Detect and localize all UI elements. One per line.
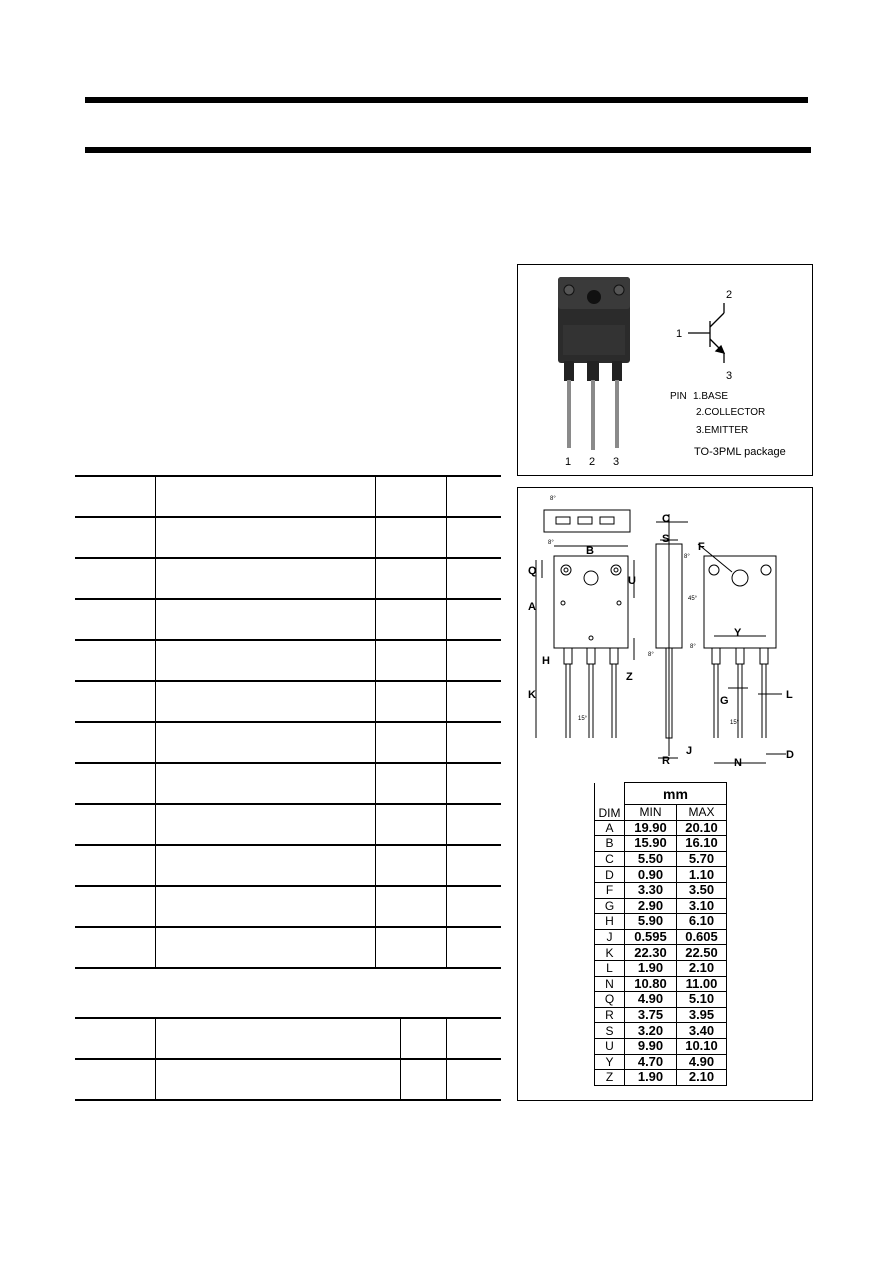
ratings-row (75, 599, 501, 640)
dims-row (595, 851, 727, 867)
dims-max: 6.10 (677, 914, 727, 930)
dims-min: 2.90 (625, 898, 677, 914)
dims-header-dim: DIM (598, 805, 621, 820)
dimension-table (594, 782, 727, 1086)
dims-dim: G (595, 898, 625, 914)
npn-symbol (688, 303, 724, 363)
header-rule-bottom (85, 147, 811, 153)
pin-list-title: PIN (670, 391, 687, 402)
dims-row (595, 867, 727, 883)
angle-label-side-lower-left: 8° (648, 652, 654, 658)
angle-label-side-lower-right: 8° (690, 644, 696, 650)
dims-min: 0.90 (625, 867, 677, 883)
dims-min: 22.30 (625, 945, 677, 961)
dim-label-b: B (586, 545, 594, 557)
characteristics-cell (446, 1018, 501, 1059)
ratings-cell (75, 763, 155, 804)
dims-min: 4.90 (625, 992, 677, 1008)
dims-row (595, 976, 727, 992)
dims-max: 11.00 (677, 976, 727, 992)
ratings-cell (446, 763, 501, 804)
dims-row (595, 914, 727, 930)
ratings-cell (375, 599, 446, 640)
dims-unit-cell (625, 783, 727, 805)
characteristics-table (75, 1017, 501, 1101)
transistor-photo (558, 277, 630, 450)
package-box (517, 264, 813, 476)
dims-row (595, 882, 727, 898)
dims-min: 10.80 (625, 976, 677, 992)
ratings-cell (375, 517, 446, 558)
ratings-row (75, 804, 501, 845)
top-view (544, 510, 630, 532)
ratings-cell (446, 804, 501, 845)
ratings-cell (155, 927, 375, 968)
ratings-cell (375, 722, 446, 763)
ratings-row (75, 722, 501, 763)
dims-dim: A (595, 820, 625, 836)
dims-max: 5.70 (677, 851, 727, 867)
angle-label-left: 8° (548, 540, 554, 546)
package-illustration (518, 265, 812, 475)
ratings-cell (75, 599, 155, 640)
dims-max: 3.95 (677, 1007, 727, 1023)
ratings-row (75, 845, 501, 886)
ratings-cell (446, 845, 501, 886)
ratings-cell (446, 927, 501, 968)
characteristics-cell (400, 1018, 446, 1059)
ratings-row (75, 517, 501, 558)
dims-row (595, 898, 727, 914)
dim-label-l: L (786, 689, 793, 701)
characteristics-cell (400, 1059, 446, 1100)
ratings-cell (75, 886, 155, 927)
ratings-cell (446, 476, 501, 517)
dims-max: 2.10 (677, 1070, 727, 1086)
dim-label-j: J (686, 745, 693, 757)
ratings-row (75, 927, 501, 968)
ratings-row (75, 558, 501, 599)
characteristics-cell (75, 1018, 155, 1059)
ratings-cell (446, 558, 501, 599)
dims-dim: D (595, 867, 625, 883)
dims-min: 3.20 (625, 1023, 677, 1039)
dims-dim: Y (595, 1054, 625, 1070)
dims-row (595, 960, 727, 976)
dims-dim: Q (595, 992, 625, 1008)
dim-label-g: G (720, 695, 729, 707)
dims-dim: L (595, 960, 625, 976)
dims-min: 15.90 (625, 836, 677, 852)
dims-max: 5.10 (677, 992, 727, 1008)
dims-row (595, 836, 727, 852)
ratings-row (75, 681, 501, 722)
dim-label-h: H (542, 655, 550, 667)
side-view (656, 514, 688, 758)
symbol-pin-base: 1 (676, 328, 683, 340)
pin-list-collector: 2.COLLECTOR (696, 407, 766, 418)
ratings-cell (446, 681, 501, 722)
dim-label-n: N (734, 757, 742, 769)
dims-min: 4.70 (625, 1054, 677, 1070)
ratings-cell (375, 927, 446, 968)
ratings-cell (155, 681, 375, 722)
dims-header-dim-cell (595, 783, 625, 821)
dims-row (595, 1070, 727, 1086)
dims-dim: J (595, 929, 625, 945)
outline-drawing (518, 488, 812, 788)
photo-pin-3: 3 (613, 456, 620, 468)
angle-label-rear-lead: 15° (730, 720, 740, 726)
dims-max: 3.40 (677, 1023, 727, 1039)
ratings-cell (375, 476, 446, 517)
dims-dim: H (595, 914, 625, 930)
ratings-cell (446, 886, 501, 927)
ratings-table (75, 475, 501, 969)
dims-min: 1.90 (625, 1070, 677, 1086)
dims-row (595, 820, 727, 836)
dims-dim: N (595, 976, 625, 992)
ratings-cell (375, 640, 446, 681)
ratings-cell (75, 927, 155, 968)
dims-dim: F (595, 882, 625, 898)
ratings-cell (446, 517, 501, 558)
dims-min: 3.75 (625, 1007, 677, 1023)
dims-row (595, 1023, 727, 1039)
package-label: TO-3PML package (694, 446, 786, 458)
ratings-row (75, 640, 501, 681)
ratings-cell (75, 845, 155, 886)
characteristics-cell (446, 1059, 501, 1100)
pin-list-emitter: 3.EMITTER (696, 425, 749, 436)
ratings-cell (155, 640, 375, 681)
ratings-cell (375, 886, 446, 927)
dims-row (595, 1007, 727, 1023)
ratings-cell (75, 517, 155, 558)
dims-dim: Z (595, 1070, 625, 1086)
dims-dim: U (595, 1038, 625, 1054)
dim-label-u: U (628, 575, 636, 587)
characteristics-cell (155, 1059, 400, 1100)
ratings-cell (155, 722, 375, 763)
ratings-cell (375, 681, 446, 722)
dim-label-f: F (698, 541, 705, 553)
ratings-cell (446, 722, 501, 763)
dims-row (595, 992, 727, 1008)
dims-min: 1.90 (625, 960, 677, 976)
ratings-cell (75, 640, 155, 681)
ratings-cell (155, 476, 375, 517)
dims-max: 0.605 (677, 929, 727, 945)
angle-label-side-mid: 45° (688, 596, 698, 602)
ratings-cell (155, 558, 375, 599)
dims-max: 20.10 (677, 820, 727, 836)
dims-dim: S (595, 1023, 625, 1039)
dims-header-min: MIN (625, 805, 677, 821)
dims-min: 19.90 (625, 820, 677, 836)
dims-max: 2.10 (677, 960, 727, 976)
dims-max: 3.50 (677, 882, 727, 898)
dims-max: 22.50 (677, 945, 727, 961)
dims-row (595, 1054, 727, 1070)
dims-max: 4.90 (677, 1054, 727, 1070)
dims-dim: K (595, 945, 625, 961)
dims-max: 10.10 (677, 1038, 727, 1054)
ratings-cell (375, 763, 446, 804)
ratings-cell (75, 722, 155, 763)
ratings-cell (375, 845, 446, 886)
symbol-pin-collector: 2 (726, 289, 733, 301)
dims-max: 1.10 (677, 867, 727, 883)
photo-pin-2: 2 (589, 456, 596, 468)
ratings-cell (375, 558, 446, 599)
dims-row (595, 1038, 727, 1054)
ratings-row (75, 476, 501, 517)
dim-label-c: C (662, 513, 670, 525)
dim-label-k: K (528, 689, 536, 701)
ratings-cell (155, 886, 375, 927)
ratings-cell (446, 640, 501, 681)
ratings-row (75, 763, 501, 804)
ratings-cell (75, 681, 155, 722)
dims-max: 16.10 (677, 836, 727, 852)
ratings-cell (155, 763, 375, 804)
ratings-cell (155, 599, 375, 640)
dims-row (595, 929, 727, 945)
dim-label-y: Y (734, 627, 742, 639)
dim-label-q: Q (528, 565, 537, 577)
dim-label-d: D (786, 749, 794, 761)
dims-min: 5.90 (625, 914, 677, 930)
ratings-cell (75, 476, 155, 517)
dims-dim: C (595, 851, 625, 867)
angle-label-front-lead: 15° (578, 716, 588, 722)
dim-label-a: A (528, 601, 536, 613)
ratings-cell (446, 599, 501, 640)
dims-unit: mm (663, 785, 688, 802)
ratings-cell (155, 845, 375, 886)
ratings-cell (75, 558, 155, 599)
dims-min: 3.30 (625, 882, 677, 898)
angle-label-side-top: 8° (684, 554, 690, 560)
dims-max: 3.10 (677, 898, 727, 914)
characteristics-row (75, 1059, 501, 1100)
dim-label-r: R (662, 755, 670, 767)
front-view (536, 546, 634, 738)
ratings-row (75, 886, 501, 927)
angle-label-top-left: 8° (550, 496, 556, 502)
dims-min: 9.90 (625, 1038, 677, 1054)
ratings-cell (155, 804, 375, 845)
ratings-cell (75, 804, 155, 845)
dim-label-s: S (662, 533, 670, 545)
characteristics-cell (155, 1018, 400, 1059)
ratings-cell (155, 517, 375, 558)
dim-label-z: Z (626, 671, 633, 683)
pin-list-base: 1.BASE (693, 391, 729, 402)
symbol-pin-emitter: 3 (726, 370, 733, 382)
dims-header-max: MAX (677, 805, 727, 821)
characteristics-row (75, 1018, 501, 1059)
dims-dim: B (595, 836, 625, 852)
photo-pin-1: 1 (565, 456, 572, 468)
header-rule-top (85, 97, 808, 103)
dims-min: 0.595 (625, 929, 677, 945)
ratings-cell (375, 804, 446, 845)
dims-dim: R (595, 1007, 625, 1023)
dims-min: 5.50 (625, 851, 677, 867)
characteristics-cell (75, 1059, 155, 1100)
rear-view (698, 544, 786, 763)
dims-row (595, 945, 727, 961)
